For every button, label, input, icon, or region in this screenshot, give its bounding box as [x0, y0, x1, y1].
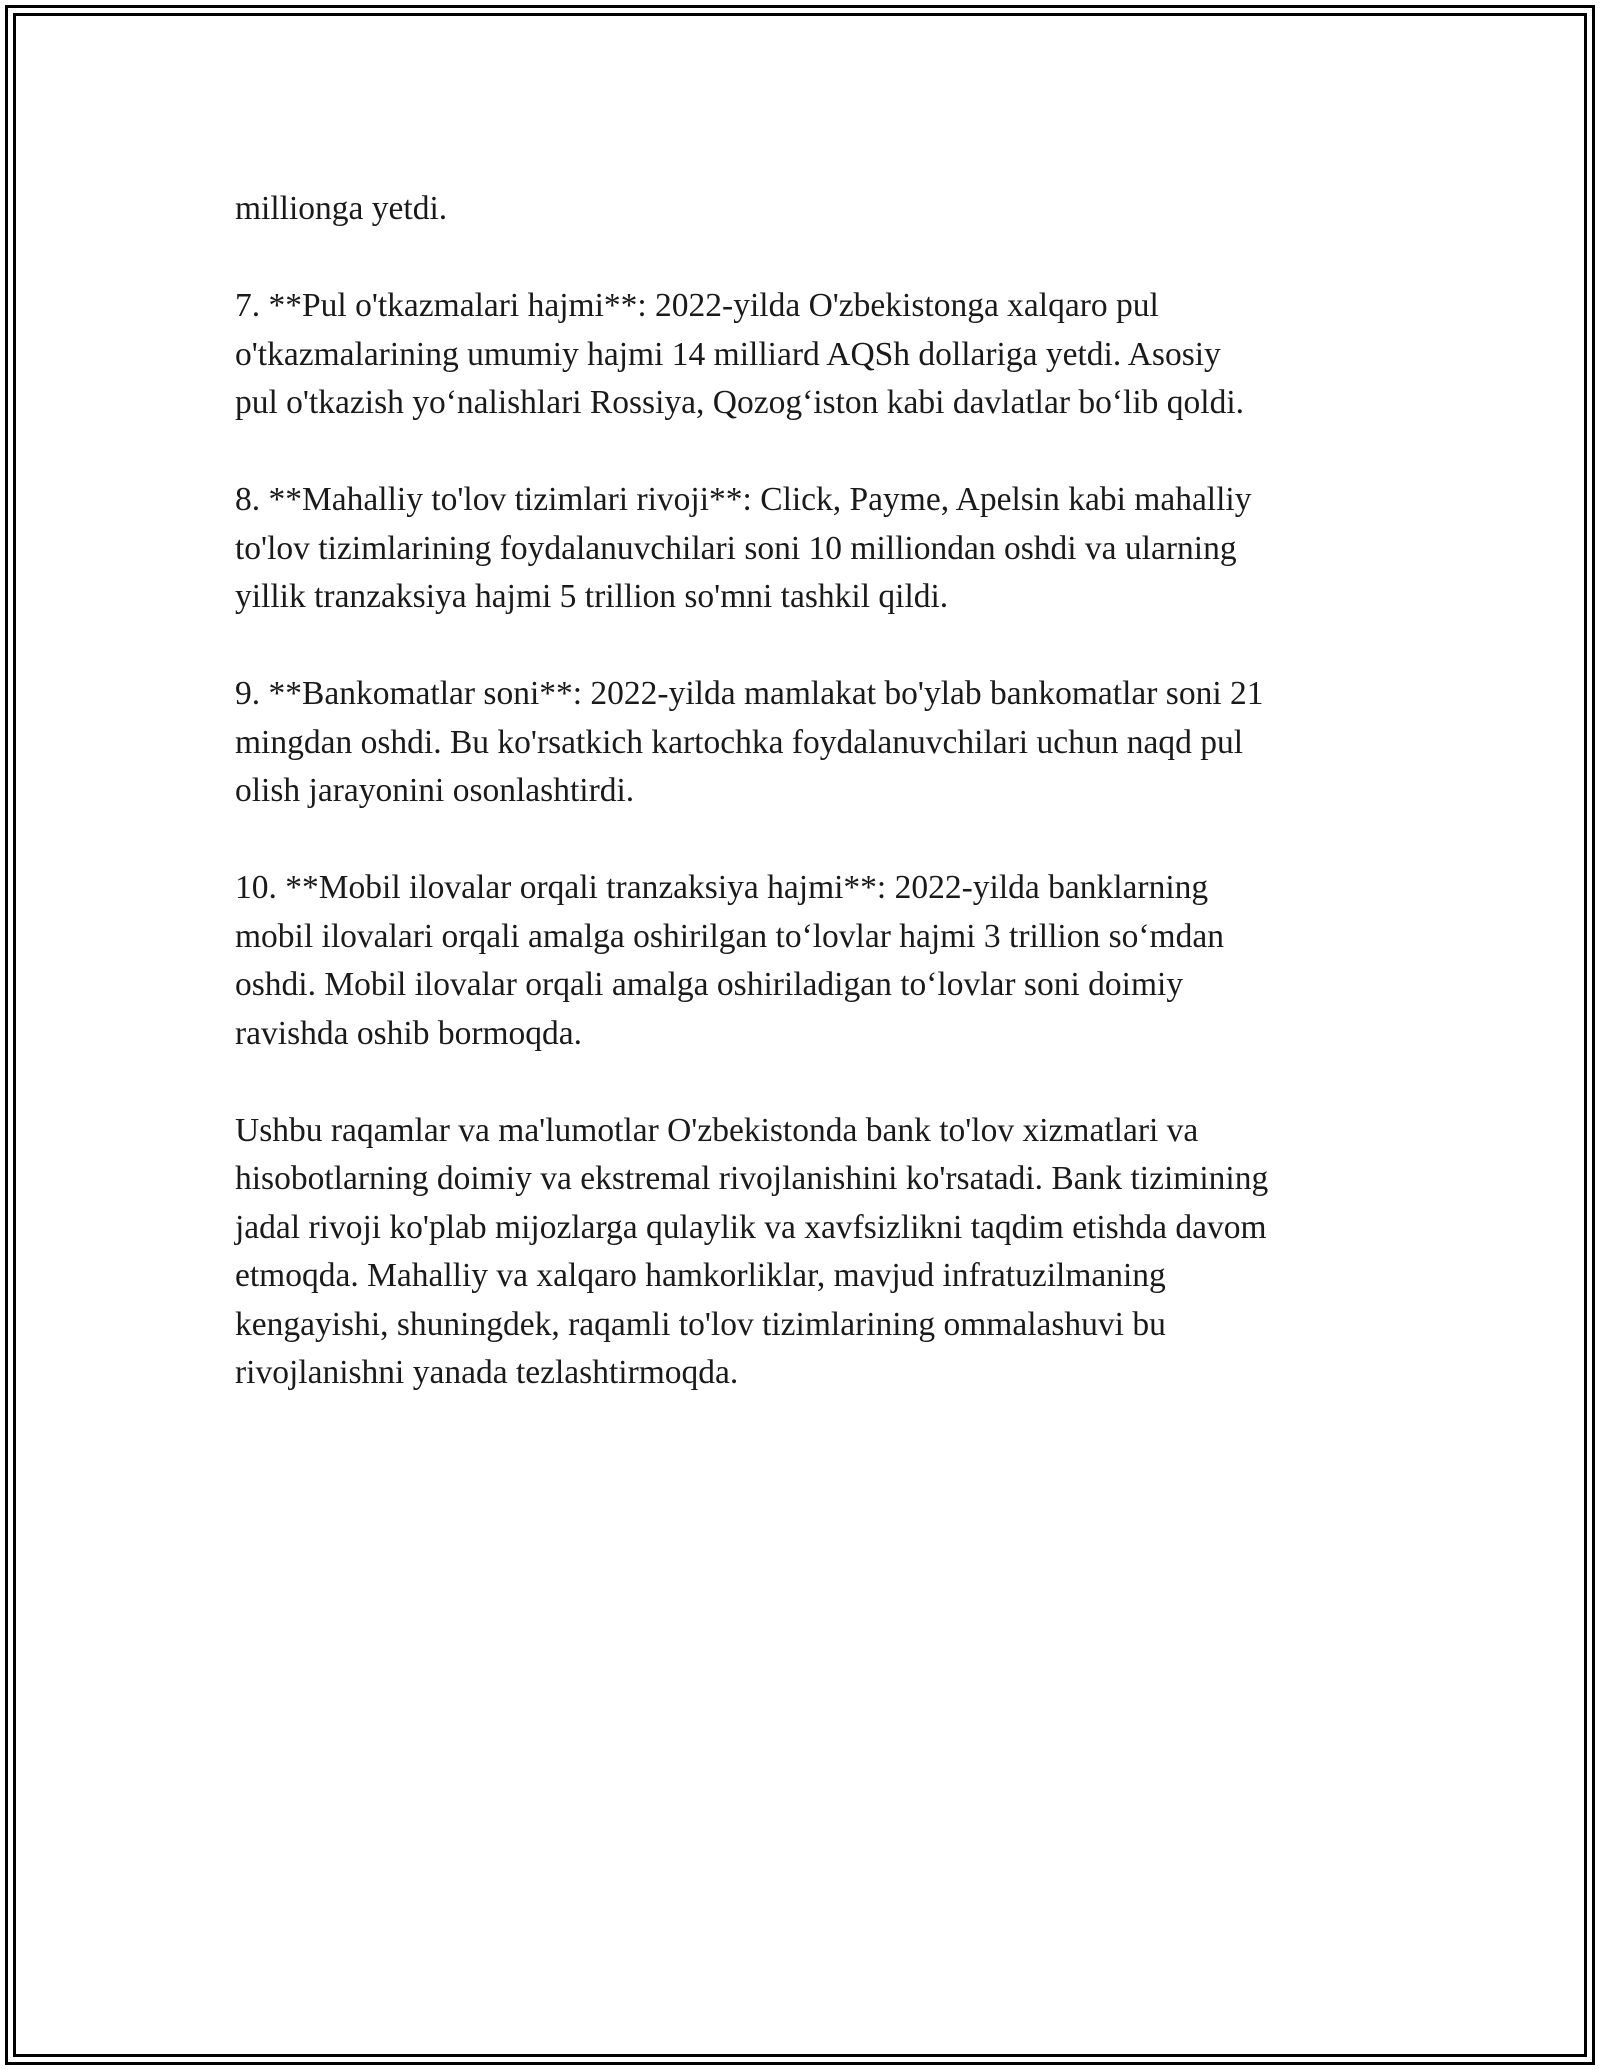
paragraph-item-7: [235, 282, 1385, 428]
text-line: 8. **Mahalliy to'lov tizimlari rivoji**: Click, Payme, Apelsin kabi mahalliy: [235, 481, 1252, 518]
paragraph-item-10: [235, 864, 1385, 1058]
text-line: hisobotlarning doimiy va ekstremal rivojlanishini ko'rsatadi. Bank tizimining: [235, 1160, 1269, 1197]
paragraph-conclusion: [235, 1107, 1385, 1398]
text-line: pul o'tkazish yo‘nalishlari Rossiya, Qozog‘iston kabi davlatlar bo‘lib qoldi.: [235, 384, 1245, 421]
document-body: [235, 185, 1385, 1446]
text-line: o'tkazmalarining umumiy hajmi 14 milliard AQSh dollariga yetdi. Asosiy: [235, 335, 1221, 373]
text-line: kengayishi, shuningdek, raqamli to'lov tizimlarining ommalashuvi bu: [235, 1305, 1166, 1343]
text-line: millionga yetdi.: [235, 190, 448, 227]
text-line: oshdi. Mobil ilovalar orqali amalga oshiriladigan to‘lovlar soni doimiy: [235, 966, 1184, 1003]
text-line: mobil ilovalari orqali amalga oshirilgan to‘lovlar hajmi 3 trillion so‘mdan: [235, 917, 1224, 955]
text-line: to'lov tizimlarining foydalanuvchilari soni 10 milliondan oshdi va ularning: [235, 529, 1237, 567]
paragraph-continuation: [235, 185, 1385, 234]
text-line: Ushbu raqamlar va ma'lumotlar O'zbekistonda bank to'lov xizmatlari va: [235, 1111, 1199, 1149]
paragraph-item-8: [235, 476, 1385, 622]
text-line: 9. **Bankomatlar soni**: 2022-yilda mamlakat bo'ylab bankomatlar soni 21: [235, 675, 1264, 712]
text-line: etmoqda. Mahalliy va xalqaro hamkorliklar, mavjud infratuzilmaning: [235, 1257, 1166, 1294]
text-line: 10. **Mobil ilovalar orqali tranzaksiya hajmi**: 2022-yilda banklarning: [235, 869, 1209, 906]
text-line: mingdan oshdi. Bu ko'rsatkich kartochka foydalanuvchilari uchun naqd pul: [235, 723, 1244, 761]
text-line: ravishda oshib bormoqda.: [235, 1014, 583, 1052]
paragraph-item-9: [235, 670, 1385, 816]
text-line: 7. **Pul o'tkazmalari hajmi**: 2022-yilda O'zbekistonga xalqaro pul: [235, 287, 1159, 324]
text-line: jadal rivoji ko'plab mijozlarga qulaylik va xavfsizlikni taqdim etishda davom: [235, 1208, 1267, 1246]
text-line: rivojlanishni yanada tezlashtirmoqda.: [235, 1354, 739, 1391]
text-line: yillik tranzaksiya hajmi 5 trillion so'mni tashkil qildi.: [235, 578, 949, 615]
text-line: olish jarayonini osonlashtirdi.: [235, 772, 635, 809]
